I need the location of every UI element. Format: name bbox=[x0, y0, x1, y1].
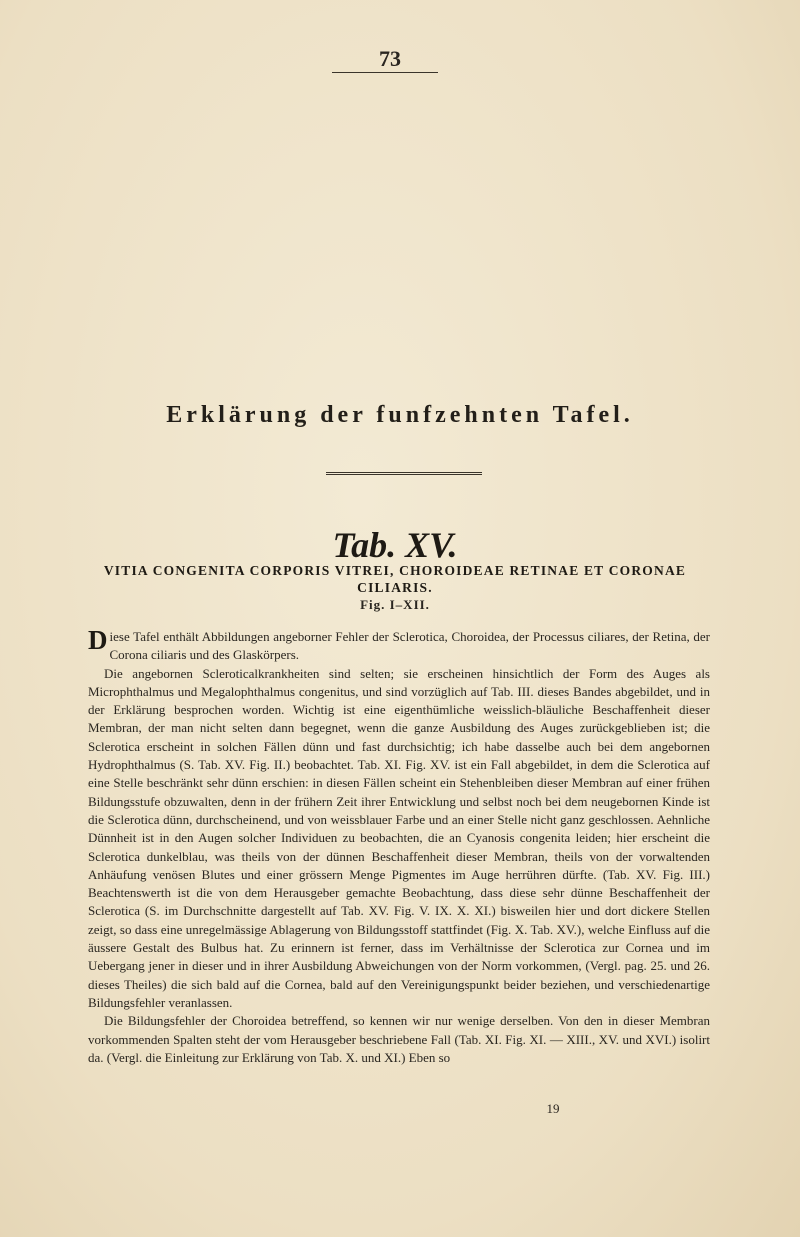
paragraph-intro bbox=[88, 625, 710, 665]
page-number-rule bbox=[332, 72, 438, 73]
title-divider bbox=[326, 472, 482, 475]
paragraph-sclerotica: Die angebornen Scleroticalkrankheiten sind selten; sie erscheinen hinsichtlich der Form des Auges als Microphthalmus und Megalophthalmus congenitus, und sind vorzüglich auf Tab. III. dieses Bandes abgebildet, und in der Erklärung besprochen worden. Wichtig ist eine eigenthümliche weisslich-bläuliche Beschaffenheit dieser Membran, der man nicht selten dann begegnet, wenn die ganze Ausbildung des Auges zurückgeblieben ist; die Sclerotica erscheint in solchen Fällen dünn und fast durchsichtig; ich habe dasselbe auch bei dem angebornen Hydrophthalmus (S. Tab. XV. Fig. II.) beobachtet. Tab. XI. Fig. XV. ist ein Fall abgebildet, in dem die Sclerotica auf eine Stelle beschränkt sehr dünn erschien: in diesen Fällen scheint ein Stehenbleiben dieser Membran auf einer frühen Bildungsstufe obzuwalten, denn in der frühern Zeit ihrer Entwicklung und selbst noch bei dem neugebornen Kinde ist die Sclerotica dünn, durchscheinend, und von weissblauer Farbe und an einer Stelle nicht ganz geschlossen. Aehnliche Dünnheit ist in den Augen solcher Individuen zu beobachten, die an Cyanosis congenita leiden; hier erscheint die Sclerotica dunkelblau, was theils von der dünnen Beschaffenheit dieser Membran, theils von der vorwaltenden Anhäufung venösen Blutes und einer grössern Menge Pigmentes im Auge herrühren dürfte. (Tab. XV. Fig. III.) Beachtenswerth ist die von dem Herausgeber gemachte Beobachtung, dass diese sehr dünne Beschaffenheit der Sclerotica (S. im Durchschnitte dargestellt auf Tab. XV. Fig. V. IX. X. XI.) bisweilen hier und dort dickere Stellen zeigt, so dass eine unregelmässige Ablagerung von Bildungsstoff stattfindet (Fig. X. Tab. XV.), welche Einfluss auf die äussere Gestalt des Bulbus hat. Zu erinnern ist ferner, dass im Verhältnisse der Sclerotica zur Cornea und im Uebergang jener in dieser und in ihrer Ausbildung Abweichungen von der Norm vorkommen, (Vergl. pag. 25. und 26. dieses Theiles) die sich bald auf die Cornea, bald auf den Vereinigungspunkt beider beziehen, und verschiedenartige Bildungsfehler veranlassen. bbox=[88, 665, 710, 1010]
paragraph-choroidea: Die Bildungsfehler der Choroidea betreffend, so kennen wir nur wenige derselben. Von den in dieser Membran vorkommenden Spalten steht der vom Herausgeber beschriebene Fall (Tab. XI. Fig. XI. — XIII., XV. und XVI.) isolirt da. (Vergl. die Einleitung zur Erklärung von Tab. X. und XI.) Eben so bbox=[88, 1013, 710, 1065]
section-title: Erklärung der funfzehnten Tafel. bbox=[166, 402, 634, 428]
signature-mark: 19 bbox=[546, 1101, 560, 1116]
plate-subtitle: VITIA CONGENITA CORPORIS VITREI, CHOROIDEAE RETINAE ET CORONAE CILIARIS. bbox=[103, 563, 687, 595]
paragraph-text: iese Tafel enthält Abbildungen angeborner Fehler der Sclerotica, Choroidea, der Processus ciliares, der Retina, der Corona ciliaris und des Glaskörpers. bbox=[109, 629, 710, 663]
plate-heading: Tab. XV. bbox=[332, 525, 458, 565]
figure-range: Fig. I–XII. bbox=[360, 597, 430, 612]
drop-cap: D bbox=[88, 625, 108, 655]
page-number: 73 bbox=[379, 46, 401, 71]
body-text bbox=[88, 625, 710, 1067]
